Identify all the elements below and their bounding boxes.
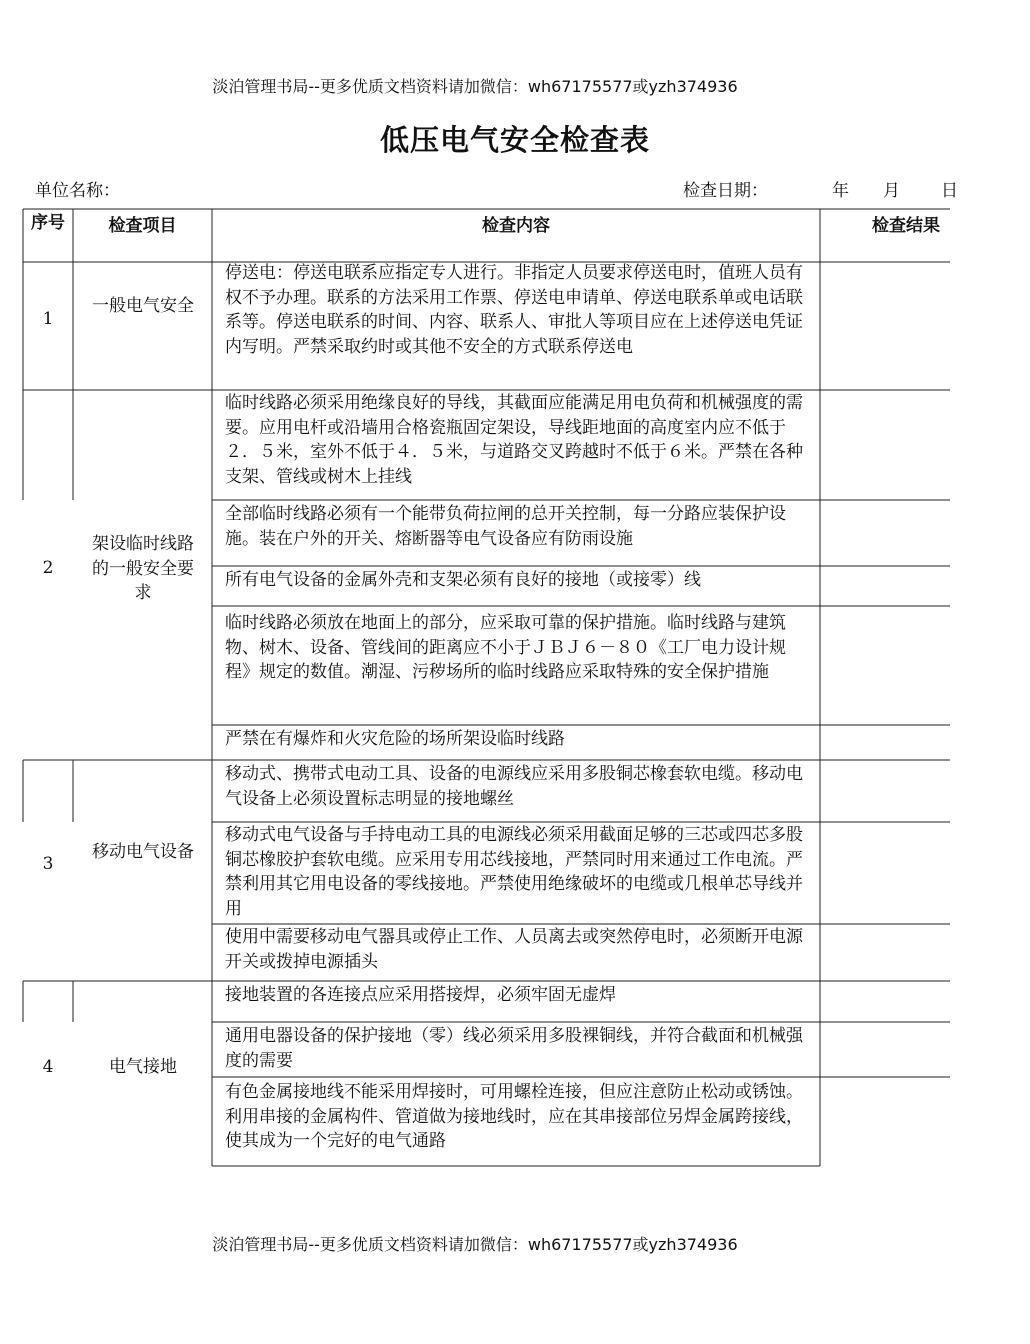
row-item-1: 一般电气安全 xyxy=(92,296,194,316)
row-content-3-3: 使用中需要移动电气器具或停止工作、人员离去或突然停电时，必须断开电源开关或拨掉电源插头 xyxy=(225,927,803,972)
page-footer-text: 淡泊管理书局--更多优质文档资料请加微信：wh67175577或yzh374936 xyxy=(212,1235,738,1254)
check-date-label: 检查日期： xyxy=(683,181,768,201)
page-title: 低压电气安全检查表 xyxy=(379,123,650,157)
unit-name-label: 单位名称： xyxy=(35,181,120,201)
date-year-label: 年 xyxy=(832,181,849,201)
header-result: 检查结果 xyxy=(872,216,940,236)
row-content-2-3: 所有电气设备的金属外壳和支架必须有良好的接地（或接零）线 xyxy=(225,570,701,590)
header-item: 检查项目 xyxy=(108,216,177,236)
row-content-4-3: 有色金属接地线不能采用焊接时，可用螺栓连接，但应注意防止松动或锈蚀。利用串接的金属构件、管道做为接地线时，应在其串接部位另焊金属跨接线，使其成为一个完好的电气通路 xyxy=(225,1082,803,1152)
row-content-2-1: 临时线路必须采用绝缘良好的导线，其截面应能满足用电负荷和机械强度的需要。应用电杆或沿墙用合格瓷瓶固定架设，导线距地面的高度室内应不低于２．５米，室外不低于４．５米，与道路交叉跨越时不低于６米。严禁在各种支架、管线或树木上挂线 xyxy=(225,393,803,487)
header-no: 序号 xyxy=(31,213,65,233)
row-content-2-4: 临时线路必须放在地面上的部分，应采取可靠的保护措施。临时线路与建筑物、树木、设备、管线间的距离应不小于ＪＢＪ６－８０《工厂电力设计规程》规定的数值。潮湿、污秽场所的临时线路应采取特殊的安全保护措施 xyxy=(225,613,786,683)
row-item-4: 电气接地 xyxy=(109,1057,177,1077)
date-month-label: 月 xyxy=(883,181,900,201)
row-content-3-2: 移动式电气设备与手持电动工具的电源线必须采用截面足够的三芯或四芯多股铜芯橡胶护套软电缆。应采用专用芯线接地，严禁同时用来通过工作电流。严禁利用其它用电设备的零线接地。严禁使用绝缘破坏的电缆或几根单芯导线并用 xyxy=(225,825,803,919)
row-item-2: 架设临时线路的一般安全要求 xyxy=(92,534,194,604)
row-no-4: 4 xyxy=(42,1057,54,1077)
row-item-3: 移动电气设备 xyxy=(92,842,194,862)
row-content-4-1: 接地装置的各连接点应采用搭接焊，必须牢固无虚焊 xyxy=(225,985,616,1005)
row-no-3: 3 xyxy=(42,854,54,874)
row-content-2-5: 严禁在有爆炸和火灾危险的场所架设临时线路 xyxy=(225,729,565,749)
header-content: 检查内容 xyxy=(482,216,550,236)
row-content-3-1: 移动式、携带式电动工具、设备的电源线应采用多股铜芯橡套软电缆。移动电气设备上必须设置标志明显的接地螺丝 xyxy=(225,764,803,809)
row-no-1: 1 xyxy=(42,309,54,329)
row-content-1-1: 停送电：停送电联系应指定专人进行。非指定人员要求停送电时，值班人员有权不予办理。联系的方法采用工作票、停送电申请单、停送电联系单或电话联系等。停送电联系的时间、内容、联系人、审批人等项目应在上述停送电凭证内写明。严禁采取约时或其他不安全的方式联系停送电 xyxy=(225,263,803,357)
date-day-label: 日 xyxy=(941,181,958,201)
page-header-text: 淡泊管理书局--更多优质文档资料请加微信：wh67175577或yzh374936 xyxy=(212,77,738,96)
row-no-2: 2 xyxy=(42,558,54,578)
row-content-4-2: 通用电器设备的保护接地（零）线必须采用多股裸铜线，并符合截面和机械强度的需要 xyxy=(225,1026,803,1071)
row-content-2-2: 全部临时线路必须有一个能带负荷拉闸的总开关控制，每一分路应装保护设施。装在户外的开关、熔断器等电气设备应有防雨设施 xyxy=(225,504,786,549)
